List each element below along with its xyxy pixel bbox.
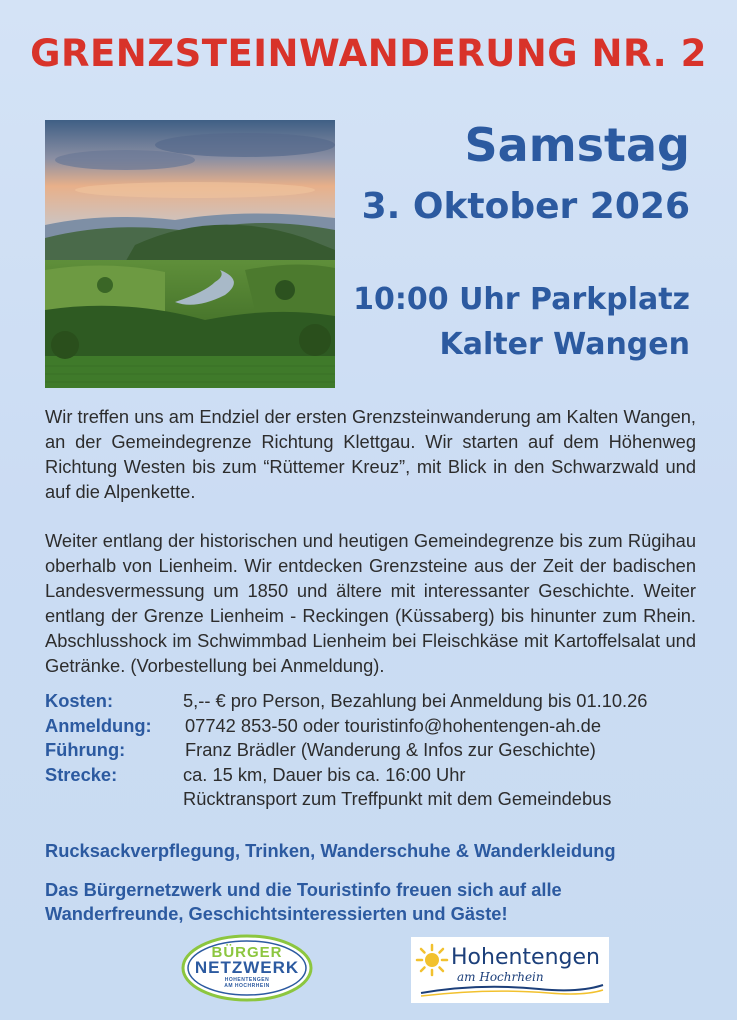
anmeldung-value: 07742 853-50 oder touristinfo@hohentengen-ah.de: [185, 714, 601, 736]
event-day: Samstag: [464, 118, 690, 172]
bn-line-3: HOHENTENGEN: [224, 977, 270, 983]
bn-line-4: AM HOCHRHEIN: [224, 983, 270, 989]
description-paragraph-2: Weiter entlang der historischen und heutigen Gemeindegrenze bis zum Rügihau oberhalb von Lienheim. Wir entdecken Grenzsteine aus der Zeit der badischen Landesvermessung um 1850 und ältere mit interessanter Geschichte. Weiter entlang der Grenze Lienheim - Reckingen (Küssaberg) bis hinunter zum Rhein. Abschlusshock im Schwimmbad Lienheim bei Fleischkäse mit Kartoffelsalat und Getränke. (Vorbestellung bei Anmeldung).: [45, 530, 696, 676]
kosten-label: Kosten:: [45, 690, 114, 711]
fuehrung-value: Franz Brädler (Wanderung & Infos zur Geschichte): [185, 739, 596, 760]
event-date: 3. Oktober 2026: [361, 186, 690, 227]
sun-icon: [415, 943, 449, 977]
event-place: Kalter Wangen: [439, 327, 690, 362]
kosten-value: 5,-- € pro Person, Bezahlung bei Anmeldung bis 01.10.26: [183, 690, 648, 711]
landscape-photo: [45, 120, 335, 388]
event-time-place: 10:00 Uhr Parkplatz: [353, 282, 690, 317]
info-row-strecke: [45, 763, 705, 788]
anmeldung-label: Anmeldung:: [45, 714, 152, 736]
info-row-kosten: [45, 689, 705, 714]
equipment-note: Rucksackverpflegung, Trinken, Wanderschuhe & Wanderkleidung: [45, 840, 616, 861]
closing-note: Das Bürgernetzwerk und die Touristinfo freuen sich auf alle Wanderfreunde, Geschichtsinteressierten und Gäste!: [45, 879, 562, 924]
hohentengen-logo: [411, 937, 609, 1003]
description-paragraph-1: Wir treffen uns am Endziel der ersten Grenzsteinwanderung am Kalten Wangen, an der Gemeindegrenze Richtung Klettgau. Wir starten auf dem Höhenweg Richtung Westen bis zum “Rüttemer Kreuz”, mit Blick in den Schwarzwald und auf die Alpenkette.: [45, 406, 696, 502]
page-title: GRENZSTEINWANDERUNG NR. 2: [30, 32, 707, 75]
strecke-value: ca. 15 km, Dauer bis ca. 16:00 Uhr: [183, 763, 466, 785]
hohentengen-name: Hohentengen: [451, 945, 600, 970]
wave-icon: [419, 979, 605, 999]
strecke-label: Strecke:: [45, 763, 118, 785]
strecke-value-2: Rücktransport zum Treffpunkt mit dem Gemeindebus: [183, 788, 612, 809]
buergernetzwerk-logo: [180, 933, 314, 1003]
info-row-fuehrung: [45, 738, 705, 763]
info-row-anmeldung: [45, 714, 705, 739]
bn-line-1: BÜRGER: [211, 944, 283, 961]
hohentengen-sub: am Hochrhein: [457, 970, 544, 984]
bn-line-2: NETZWERK: [194, 958, 300, 977]
landscape-river-photo-icon: [45, 120, 335, 388]
info-block: [45, 689, 705, 812]
info-row-strecke-2: [45, 787, 705, 812]
fuehrung-label: Führung:: [45, 739, 126, 760]
